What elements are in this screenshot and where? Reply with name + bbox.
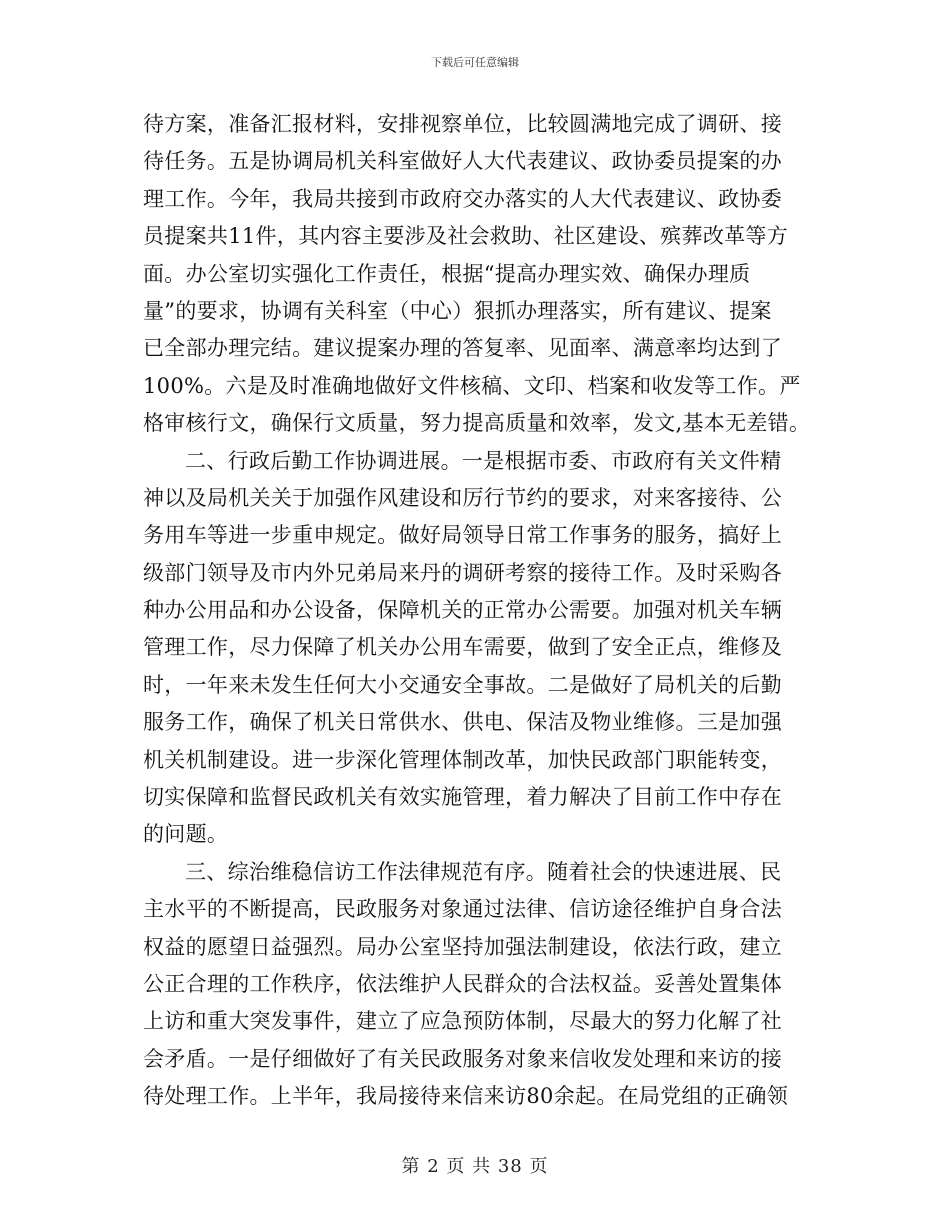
text-line: 机关机制建设。进一步深化管理体制改革，加快民政部门职能转变，	[143, 747, 782, 772]
text-line: 种办公用品和办公设备，保障机关的正常办公需要。加强对机关车辆	[143, 598, 782, 623]
text-line: 待方案，准备汇报材料，安排视察单位，比较圆满地完成了调研、接	[143, 112, 782, 136]
text-line: 神以及局机关关于加强作风建设和厉行节约的要求，对来客接待、公	[143, 485, 782, 510]
text-line: 管理工作，尽力保障了机关办公用车需要，做到了安全正点，维修及	[143, 635, 782, 660]
text-line: 二、行政后勤工作协调进展。一是根据市委、市政府有关文件精	[185, 448, 782, 473]
text-line: 面。办公室切实强化工作责任，根据“提高办理实效、确保办理质	[143, 261, 751, 286]
text-line: 上访和重大突发事件，建立了应急预防体制，尽最大的努力化解了社	[143, 1009, 782, 1034]
text-line: 员提案共11件，其内容主要涉及社会救助、社区建设、殡葬改革等方	[143, 224, 789, 249]
document-body	[143, 106, 833, 1116]
text-line: 级部门领导及市内外兄弟局来丹的调研考察的接待工作。及时采购各	[143, 560, 782, 585]
text-line: 服务工作，确保了机关日常供水、供电、保洁及物业维修。三是加强	[143, 710, 782, 735]
text-line: 会矛盾。一是仔细做好了有关民政服务对象来信收发处理和来访的接	[143, 1046, 782, 1071]
text-line: 的问题。	[143, 822, 229, 847]
text-line: 待处理工作。上半年，我局接待来信来访80余起。在局党组的正确领	[143, 1084, 789, 1109]
text-line: 切实保障和监督民政机关有效实施管理，着力解决了目前工作中存在	[143, 785, 782, 810]
text-line: 务用车等进一步重申规定。做好局领导日常工作事务的服务，搞好上	[143, 523, 782, 548]
text-line: 理工作。今年，我局共接到市政府交办落实的人大代表建议、政协委	[143, 186, 782, 211]
page-header-note: 下载后可任意编辑	[431, 56, 519, 69]
text-line: 已全部办理完结。建议提案办理的答复率、见面率、满意率均达到了	[143, 336, 782, 361]
page-number-footer: 第 2 页 共 38 页	[401, 1156, 549, 1177]
text-line: 100%。六是及时准确地做好文件核稿、文印、档案和收发等工作。严	[143, 373, 801, 398]
text-line: 量”的要求，协调有关科室（中心）狠抓办理落实，所有建议、提案	[143, 298, 772, 323]
text-line: 三、综治维稳信访工作法律规范有序。随着社会的快速进展、民	[185, 859, 782, 884]
text-line: 权益的愿望日益强烈。局办公室坚持加强法制建设，依法行政，建立	[143, 934, 782, 959]
text-line: 格审核行文，确保行文质量，努力提高质量和效率，发文,基本无差错。	[143, 411, 811, 436]
text-line: 主水平的不断提高，民政服务对象通过法律、信访途径维护自身合法	[143, 897, 782, 922]
text-line: 待任务。五是协调局机关科室做好人大代表建议、政协委员提案的办	[143, 149, 782, 174]
text-line: 公正合理的工作秩序，依法维护人民群众的合法权益。妥善处置集体	[143, 971, 782, 996]
text-line: 时，一年来未发生任何大小交通安全事故。二是做好了局机关的后勤	[143, 672, 782, 697]
